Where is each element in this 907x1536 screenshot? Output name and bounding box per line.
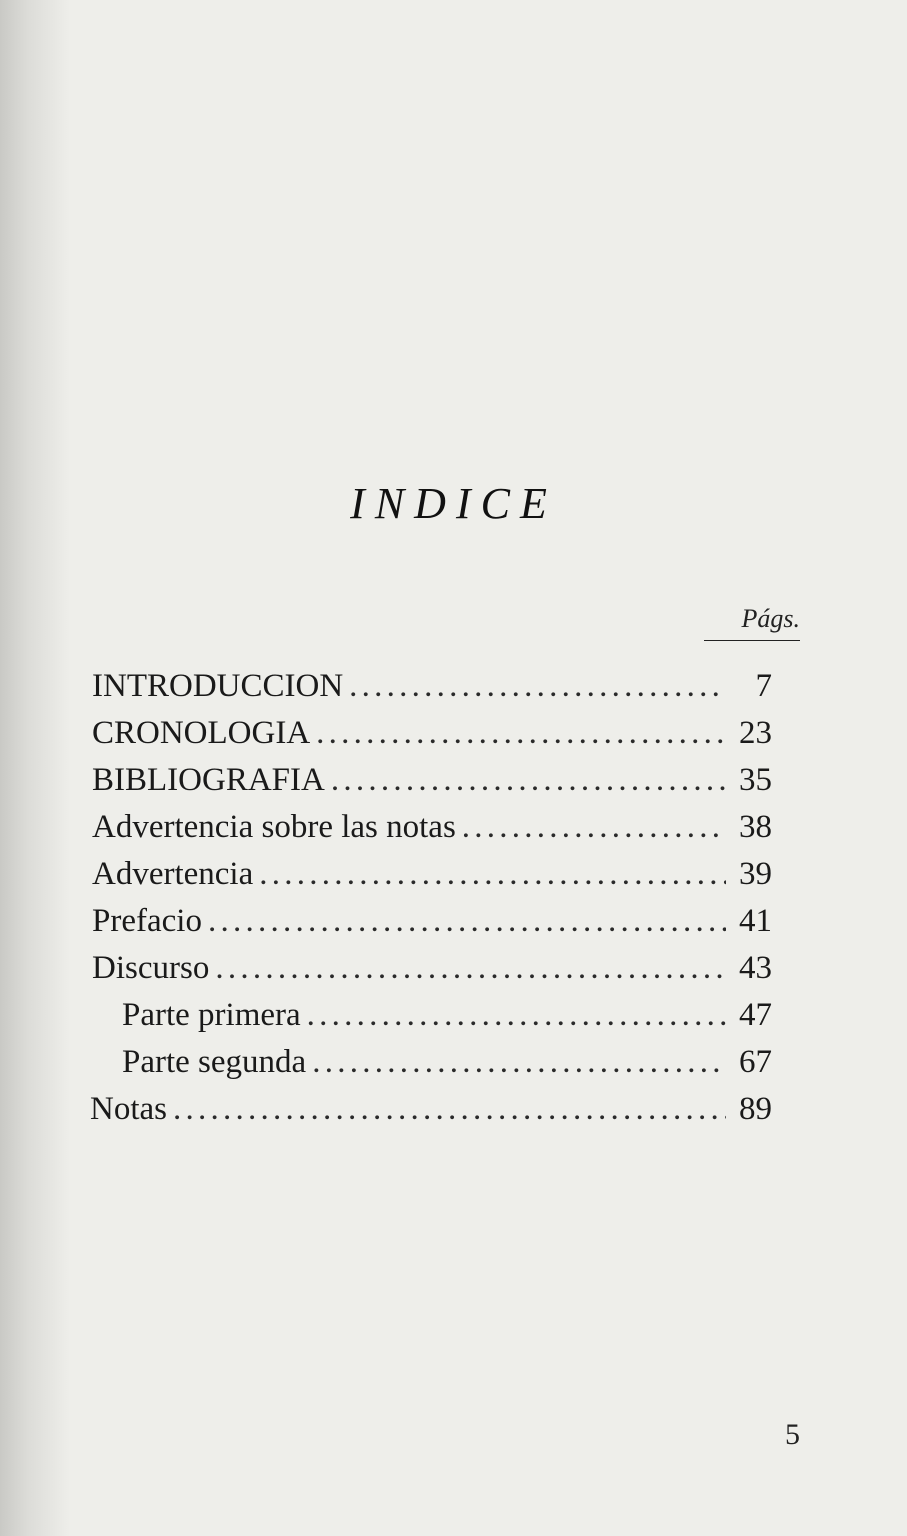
toc-entry-notas[interactable] xyxy=(90,1091,772,1135)
pages-column-rule xyxy=(704,640,800,641)
index-title: INDICE xyxy=(350,479,557,528)
dot-leader xyxy=(208,903,726,940)
dot-leader xyxy=(307,997,726,1034)
toc-entry-prefacio[interactable] xyxy=(92,903,772,947)
toc-entry-label: Notas xyxy=(90,1091,167,1127)
toc-entry-parte-segunda[interactable] xyxy=(122,1044,772,1088)
toc-entry-label: CRONOLOGIA xyxy=(92,715,311,751)
toc-entry-introduccion[interactable] xyxy=(92,668,772,712)
toc-entry-label: Advertencia xyxy=(92,856,254,892)
dot-leader xyxy=(462,809,726,846)
pages-column-label: Págs. xyxy=(741,604,800,633)
toc-entry-page: 89 xyxy=(739,1091,772,1127)
page-gutter-shadow xyxy=(0,0,70,1536)
toc-entry-label: INTRODUCCION xyxy=(92,668,344,704)
toc-entry-page: 38 xyxy=(739,809,772,845)
toc-entry-page: 7 xyxy=(755,668,772,704)
toc-entry-label: Parte primera xyxy=(122,997,301,1033)
dot-leader xyxy=(215,950,726,987)
toc-entry-label: Advertencia sobre las notas xyxy=(92,809,456,845)
toc-entry-label: Discurso xyxy=(92,950,210,986)
toc-entry-page: 23 xyxy=(739,715,772,751)
dot-leader xyxy=(349,668,726,705)
toc-entry-page: 41 xyxy=(739,903,772,939)
toc-entry-label: Prefacio xyxy=(92,903,202,939)
toc-entry-bibliografia[interactable] xyxy=(92,762,772,806)
toc-entry-parte-primera[interactable] xyxy=(122,997,772,1041)
toc-entry-label: BIBLIOGRAFIA xyxy=(92,762,325,798)
toc-entry-advertencia[interactable] xyxy=(92,856,772,900)
dot-leader xyxy=(259,856,726,893)
toc-entry-discurso[interactable] xyxy=(92,950,772,994)
dot-leader xyxy=(312,1044,726,1081)
dot-leader xyxy=(173,1091,726,1128)
toc-entry-advertencia-notas[interactable] xyxy=(92,809,772,853)
page-number: 5 xyxy=(785,1418,800,1451)
toc-entry-page: 43 xyxy=(739,950,772,986)
toc-entry-label: Parte segunda xyxy=(122,1044,307,1080)
toc-entry-page: 35 xyxy=(739,762,772,798)
dot-leader xyxy=(331,762,726,799)
toc-entry-cronologia[interactable] xyxy=(92,715,772,759)
toc-entry-page: 47 xyxy=(739,997,772,1033)
toc-entry-page: 67 xyxy=(739,1044,772,1080)
toc-entry-page: 39 xyxy=(739,856,772,892)
dot-leader xyxy=(316,715,726,752)
